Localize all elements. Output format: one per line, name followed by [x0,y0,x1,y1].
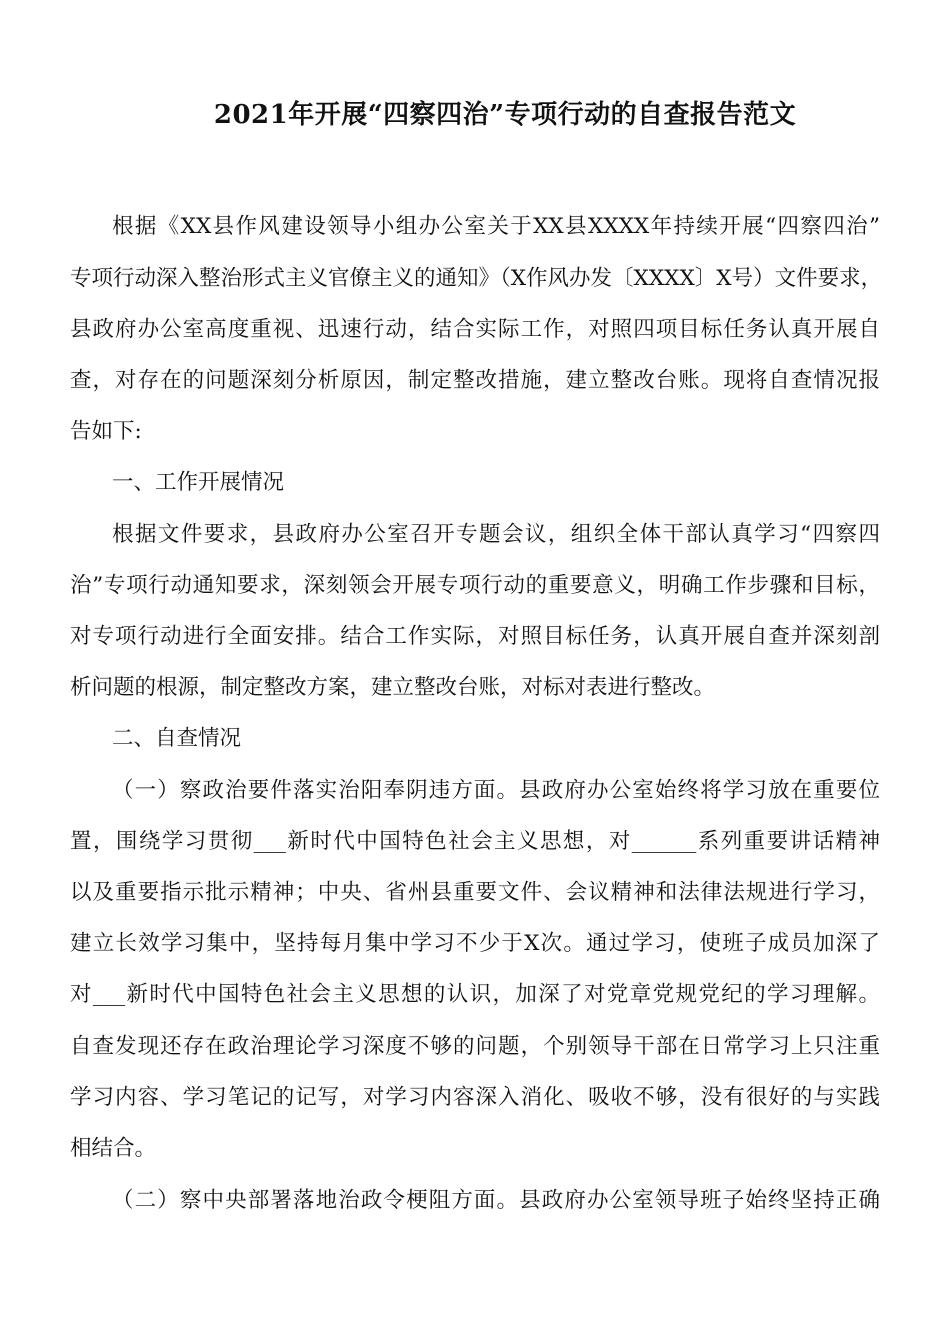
paragraph-line: 建立长效学习集中，坚持每月集中学习不少于X次。通过学习，使班子成员加深了 [70,931,880,956]
document-title: 2021年开展“四察四治”专项行动的自查报告范文 [213,100,797,130]
paragraph-line: 对___新时代中国特色社会主义思想的认识，加深了对党章党规党纪的学习理解。 [70,982,880,1007]
paragraph-line: 置，围绕学习贯彻___新时代中国特色社会主义思想，对______系列重要讲话精神 [70,829,880,854]
section-heading: 一、工作开展情况 [112,470,285,495]
paragraph-line: （一）察政治要件落实治阳奉阴违方面。县政府办公室始终将学习放在重要位 [112,778,880,803]
paragraph-line: 以及重要指示批示精神；中央、省州县重要文件、会议精神和法律法规进行学习， [70,880,880,905]
paragraph-line: 告如下: [70,419,142,444]
paragraph-line: 根据《XX县作风建设领导小组办公室关于XX县XXXX年持续开展“四察四治” [112,214,880,239]
paragraph-line: 查，对存在的问题深刻分析原因，制定整改措施，建立整改台账。现将自查情况报 [70,368,880,393]
paragraph-line: 对专项行动进行全面安排。结合工作实际，对照目标任务，认真开展自查并深刻剖 [70,624,880,649]
paragraph-line: 治”专项行动通知要求，深刻领会开展专项行动的重要意义，明确工作步骤和目标， [70,573,880,598]
paragraph-line: 县政府办公室高度重视、迅速行动，结合实际工作，对照四项目标任务认真开展自 [70,317,880,342]
paragraph-line: 学习内容、学习笔记的记写，对学习内容深入消化、吸收不够，没有很好的与实践 [70,1085,880,1110]
paragraph-line: 专项行动深入整治形式主义官僚主义的通知》（X作风办发〔XXXX〕X号）文件要求， [70,266,883,291]
paragraph-line: 根据文件要求，县政府办公室召开专题会议，组织全体干部认真学习“四察四 [112,522,880,547]
section-heading: 二、自查情况 [112,726,242,751]
paragraph-line: （二）察中央部署落地治政令梗阻方面。县政府办公室领导班子始终坚持正确 [112,1188,880,1213]
paragraph-line: 析问题的根源，制定整改方案，建立整改台账，对标对表进行整改。 [70,675,716,700]
paragraph-line: 自查发现还存在政治理论学习深度不够的问题，个别领导干部在日常学习上只注重 [70,1034,880,1059]
paragraph-line: 相结合。 [70,1136,157,1161]
